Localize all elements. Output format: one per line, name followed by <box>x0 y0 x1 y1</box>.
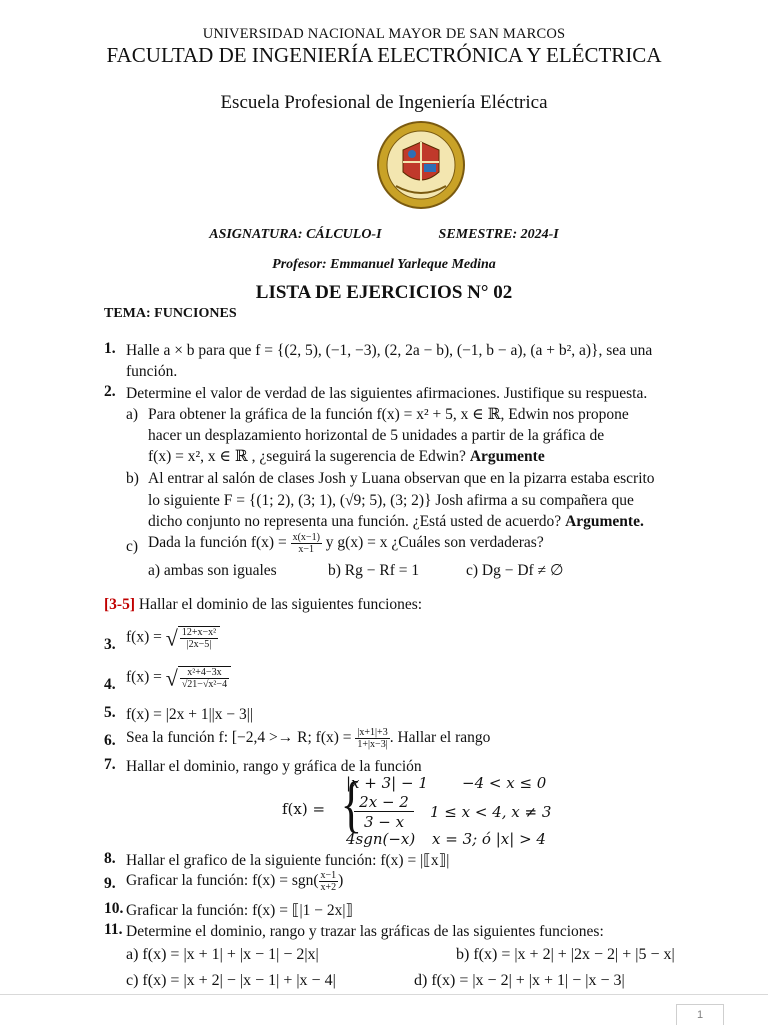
item-number: 2. <box>104 383 116 400</box>
item-2b-bold: Argumente. <box>565 513 644 530</box>
fraction-denominator: x−1 <box>298 544 315 555</box>
piecewise-brace: { <box>340 768 363 839</box>
range-text: Hallar el dominio de las siguientes funciones: <box>138 596 423 613</box>
item-4-lhs: f(x) = <box>126 668 162 686</box>
item-number: 3. <box>104 636 116 653</box>
subject: ASIGNATURA: CÁLCULO-I <box>209 227 382 242</box>
page-number: 1 <box>676 1004 724 1025</box>
item-3-radicand <box>178 626 220 650</box>
item-9-close: ) <box>338 872 344 890</box>
fraction-numerator: x−1 <box>320 870 337 881</box>
item-2b-line1: Al entrar al salón de clases Josh y Luana observan que en la pizarra estaba escrito <box>148 470 655 487</box>
topic: TEMA: FUNCIONES <box>104 306 237 321</box>
item-2c-lead: Dada la función f(x) = <box>148 534 287 552</box>
item-number: 5. <box>104 704 116 721</box>
university-name: UNIVERSIDAD NACIONAL MAYOR DE SAN MARCOS <box>202 26 566 42</box>
sub-label: b) <box>126 470 139 487</box>
piecewise-expr-3: 4sgn(−x) <box>346 830 416 848</box>
item-2-text: Determine el valor de verdad de las siguientes afirmaciones. Justifique su respuesta. <box>126 385 648 402</box>
item-1-text: Halle a × b para que f = {(2, 5), (−1, −3), (2, 2a − b), (−1, b − a), (a + b², a)}, sea una <box>126 342 653 359</box>
item-4-fraction <box>180 667 229 690</box>
range-heading <box>104 594 422 615</box>
item-11c: c) f(x) = |x + 2| − |x − 1| + |x − 4| <box>126 972 336 989</box>
item-2b-line2: lo siguiente F = {(1; 2), (3; 1), (√9; 5), (3; 2)} Josh afirma a su compañera que <box>148 492 634 509</box>
piecewise-lhs: f(x) = <box>282 800 326 818</box>
item-9-fraction <box>319 870 339 893</box>
item-2a-question: f(x) = x², x ∈ ℝ , ¿seguirá la sugerencia de Edwin? <box>148 448 466 465</box>
item-6-text <box>126 727 490 750</box>
semester: SEMESTRE: 2024-I <box>438 227 559 242</box>
item-2a-line1: Para obtener la gráfica de la función f(x) = x² + 5, x ∈ ℝ, Edwin nos propone <box>148 406 629 423</box>
item-7-text: Hallar el dominio, rango y gráfica de la función <box>126 758 422 775</box>
item-4-radicand <box>178 666 231 690</box>
range-tag: [3-5] <box>104 596 135 613</box>
item-3-formula: f(x) = √ $\frac{\text{12+x−x²}}{|2x-5|}$ <box>126 626 220 650</box>
item-number: 10. <box>104 900 124 917</box>
item-number: 9. <box>104 875 116 892</box>
item-10-text: Graficar la función: f(x) = ⟦|1 − 2x|⟧ <box>126 902 354 919</box>
item-6-fraction <box>355 727 389 750</box>
item-2a-line3 <box>148 446 545 467</box>
item-6-lead: Sea la función f: [−2,4 >→ R; f(x) = <box>126 729 352 747</box>
item-number: 1. <box>104 340 116 357</box>
item-number: 4. <box>104 676 116 693</box>
piecewise-expr-2-num: 2x − 2 <box>354 793 414 812</box>
item-4-formula: f(x) = √ $\frac{\text{x²+4−3x}}{\text{√21−√x²−4}}$ <box>126 666 231 690</box>
item-number: 6. <box>104 732 116 749</box>
item-2a-line2: hacer un desplazamiento horizontal de 5 unidades a partir de la gráfica de <box>148 427 605 444</box>
piecewise-expr-2-den: 3 − x <box>363 813 405 831</box>
item-3-lhs: f(x) = <box>126 628 162 646</box>
item-2c-fraction <box>291 532 322 555</box>
fraction-numerator: x(x−1) <box>292 532 320 543</box>
school-name: Escuela Profesional de Ingeniería Eléctrica <box>220 92 548 113</box>
item-8-text: Hallar el grafico de la siguiente función: f(x) = |⟦x⟧| <box>126 852 450 869</box>
item-6-rest: . Hallar el rango <box>389 729 491 747</box>
item-5-formula: f(x) = |2x + 1||x − 3|| <box>126 706 253 723</box>
item-2c-opt-b: b) Rg − Rf = 1 <box>328 562 420 579</box>
item-9-lead: Graficar la función: f(x) = sgn( <box>126 872 319 890</box>
fraction-denominator: 1+|x−3| <box>357 739 388 750</box>
piecewise-cond-3: x = 3; ó |x| > 4 <box>432 830 546 848</box>
item-2b-question: dicho conjunto no representa una función. ¿Está usted de acuerdo? <box>148 513 562 530</box>
fraction-numerator: 12+x−x² <box>181 627 217 638</box>
footer-divider <box>0 994 768 995</box>
list-title: LISTA DE EJERCICIOS N° 02 <box>255 282 513 303</box>
professor: Profesor: Emmanuel Yarleque Medina <box>272 257 496 272</box>
item-number: 8. <box>104 850 116 867</box>
item-number: 7. <box>104 756 116 773</box>
item-1-text-cont: función. <box>126 363 178 380</box>
item-number: 11. <box>104 921 123 938</box>
fraction-numerator: |x+1|+3 <box>357 727 388 738</box>
fraction-denominator: √21−√x²−4 <box>181 679 228 690</box>
item-11b: b) f(x) = |x + 2| + |2x − 2| + |5 − x| <box>456 946 675 963</box>
sub-label: c) <box>126 538 139 555</box>
item-11-text: Determine el dominio, rango y trazar las gráficas de las siguientes funciones: <box>126 923 604 940</box>
piecewise-cond-1: −4 < x ≤ 0 <box>462 774 547 792</box>
item-2c-line1 <box>148 532 544 555</box>
subject-semester-line <box>0 227 768 243</box>
university-crest-icon <box>376 120 466 210</box>
item-2c-opt-a: a) ambas son iguales <box>148 562 277 579</box>
piecewise-cond-2: 1 ≤ x < 4, x ≠ 3 <box>430 803 552 821</box>
fraction-denominator: x+2 <box>320 882 337 893</box>
item-3-fraction <box>180 627 218 650</box>
item-11d: d) f(x) = |x − 2| + |x + 1| − |x − 3| <box>414 972 625 989</box>
item-2b-line3 <box>148 511 644 532</box>
item-2c-opt-c: c) Dg − Df ≠ ∅ <box>466 562 564 579</box>
item-2c-rest: y g(x) = x ¿Cuáles son verdaderas? <box>325 534 544 552</box>
fraction-denominator: |2x−5| <box>186 639 212 650</box>
item-9-text <box>126 870 343 893</box>
faculty-name: FACULTAD DE INGENIERÍA ELECTRÓNICA Y ELÉCTRICA <box>106 43 662 67</box>
piecewise-expr-1: |x + 3| − 1 <box>346 774 428 792</box>
sub-label: a) <box>126 406 139 423</box>
item-11a: a) f(x) = |x + 1| + |x − 1| − 2|x| <box>126 946 319 963</box>
fraction-numerator: x²+4−3x <box>180 667 229 679</box>
item-2a-bold: Argumente <box>469 448 545 465</box>
